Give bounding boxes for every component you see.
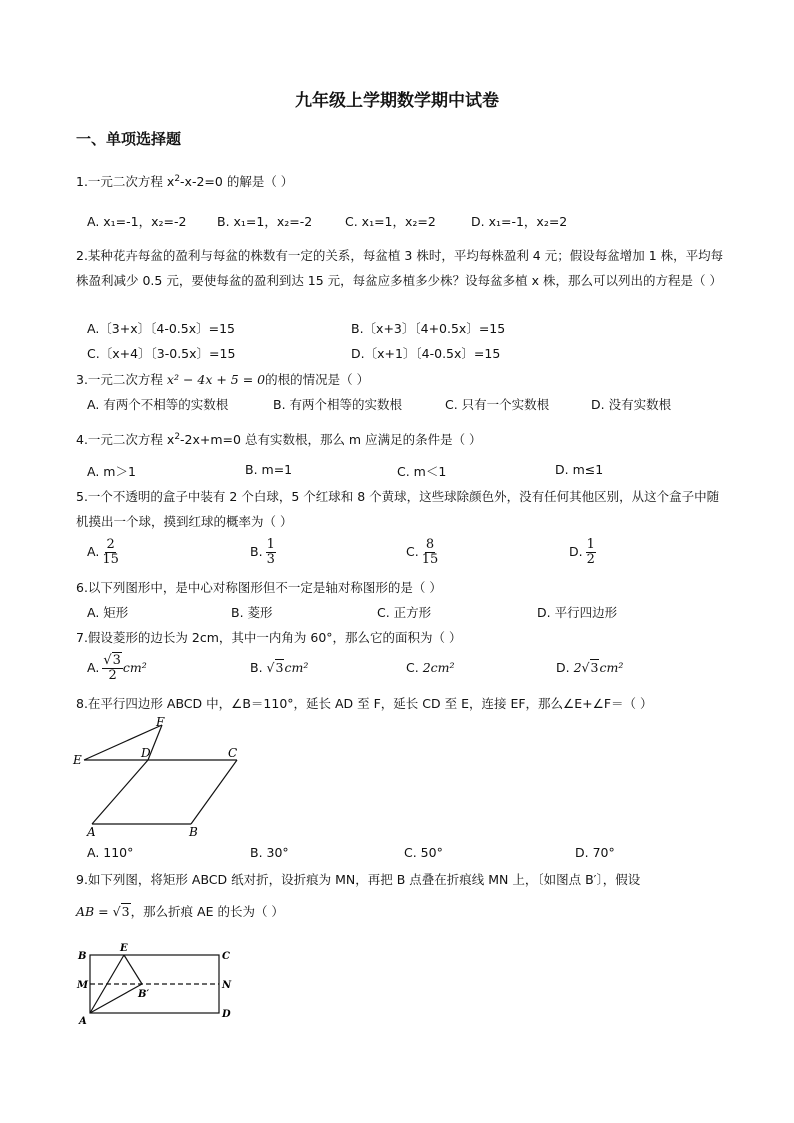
label-b: B	[78, 951, 87, 962]
question-2: 2.某种花卉每盆的盈利与每盆的株数有一定的关系，每盆植 3 株时，平均每株盈利 4 元；假设每盆增加 1 株，平均每株盈利减少 0.5 元，要使每盆的盈利到达 15 元，每盆应多植多少株？设每盆多植 x 株，那么可以列出的方程是（ ）	[76, 248, 724, 288]
option-a[interactable]: A. 有两个不相等的实数根	[87, 397, 229, 412]
option-label: D.	[556, 660, 570, 675]
option-a[interactable]: A. 110°	[87, 845, 134, 860]
question-8: 8.在平行四边形 ABCD 中，∠B＝110°，延长 AD 至 F，延长 CD 至 E，连接 EF，那么∠E+∠F＝（ ）	[76, 696, 653, 711]
question-7-options	[87, 654, 727, 686]
denominator: 15	[102, 552, 119, 567]
radicand: 3	[112, 653, 121, 668]
numerator: 1	[586, 537, 595, 552]
question-2-options-row-1	[87, 319, 727, 341]
rectangle-fold-figure	[72, 940, 242, 1028]
side-ad	[92, 760, 148, 824]
square-root: √3	[266, 660, 284, 675]
question-1-exponent: 2	[174, 174, 181, 184]
question-9-stem-b: ，那么折痕 AE 的长为（ ）	[130, 904, 284, 919]
option-b[interactable]	[250, 660, 308, 675]
label-a: A	[87, 825, 96, 839]
question-6-options	[87, 603, 727, 625]
option-d[interactable]: D. 平行四边形	[537, 605, 618, 620]
fraction	[102, 538, 119, 567]
option-c[interactable]: C. 正方形	[377, 605, 432, 620]
label-f: F	[156, 715, 165, 729]
option-b[interactable]: B. 菱形	[231, 605, 273, 620]
question-1-stem-a: 1.一元二次方程 x	[76, 174, 175, 190]
question-5-options	[87, 538, 727, 570]
option-d[interactable]: D. 70°	[575, 845, 615, 860]
option-d[interactable]: D. x₁=-1，x₂=2	[471, 214, 568, 229]
option-label: B.	[250, 660, 263, 675]
option-c[interactable]	[406, 660, 455, 675]
option-label: C.	[406, 660, 419, 675]
unit: cm²	[284, 660, 309, 675]
question-3-stem-a: 3.一元二次方程	[76, 372, 167, 387]
label-n: N	[222, 980, 232, 991]
option-b[interactable]: B. 有两个相等的实数根	[273, 397, 403, 412]
segment-eb-prime	[124, 955, 142, 984]
question-7: 7.假设菱形的边长为 2cm，其中一内角为 60°，那么它的面积为（ ）	[76, 630, 462, 645]
fraction	[266, 538, 276, 567]
numerator: 1	[266, 537, 275, 552]
question-3	[76, 368, 726, 391]
label-c: C	[222, 951, 230, 962]
segment-ab-prime	[90, 984, 142, 1013]
unit: cm²	[122, 660, 147, 675]
option-d[interactable]: D. m≤1	[555, 462, 604, 477]
coefficient: 2	[422, 660, 431, 675]
question-6: 6.以下列图形中，是中心对称图形但不一定是轴对称图形的是（ ）	[76, 580, 442, 595]
square-root: √3	[581, 660, 599, 675]
radicand: 3	[590, 660, 599, 675]
label-e: E	[73, 753, 82, 767]
option-c[interactable]: C. 只有一个实数根	[445, 397, 550, 412]
label-d: D	[222, 1009, 231, 1020]
option-c[interactable]: C. m＜1	[397, 464, 447, 479]
question-9-line-2	[76, 900, 726, 923]
question-4	[76, 426, 726, 451]
option-d[interactable]	[556, 660, 623, 675]
question-4-exponent: 2	[174, 432, 181, 442]
option-b[interactable]: B. x₁=1，x₂=-2	[217, 214, 313, 229]
question-3-options	[87, 395, 727, 417]
radicand: 3	[121, 904, 130, 919]
square-root: √3	[112, 904, 130, 919]
unit: cm²	[430, 660, 455, 675]
option-a[interactable]: A. 矩形	[87, 605, 129, 620]
label-c: C	[228, 746, 238, 760]
option-label: C.	[406, 544, 419, 559]
question-9: 9.如下列图，将矩形 ABCD 纸对折，设折痕为 MN，再把 B 点叠在折痕线 MN 上，〔如图点 B′〕，假设	[76, 872, 641, 887]
option-a[interactable]	[87, 654, 147, 683]
numerator: √3	[103, 653, 121, 668]
option-d[interactable]: D. 没有实数根	[591, 397, 672, 412]
denominator: 15	[421, 552, 439, 567]
unit: cm²	[599, 660, 624, 675]
option-b[interactable]	[250, 538, 276, 567]
ab-expression: AB =	[76, 904, 113, 919]
question-4-options	[87, 462, 727, 484]
option-a[interactable]: A.〔3+x〕〔4-0.5x〕=15	[87, 321, 235, 336]
numerator: 2	[106, 537, 115, 552]
option-c[interactable]: C.〔x+4〕〔3-0.5x〕=15	[87, 346, 236, 361]
label-a: A	[79, 1016, 87, 1027]
option-label: D.	[569, 544, 583, 559]
question-3-stem-b: 的根的情况是（ ）	[265, 372, 370, 387]
option-b[interactable]: B.〔x+3〕〔4+0.5x〕=15	[351, 321, 506, 336]
option-label: B.	[250, 544, 263, 559]
denominator: 3	[266, 552, 275, 567]
fraction	[422, 538, 439, 567]
label-m: M	[77, 980, 89, 991]
question-4-stem-a: 4.一元二次方程 x	[76, 432, 175, 448]
question-1	[76, 168, 726, 193]
fraction	[102, 654, 123, 683]
option-b[interactable]: B. m=1	[245, 462, 293, 477]
denominator: 2	[108, 668, 117, 683]
question-1-stem-b: -x-2=0 的解是（ ）	[180, 174, 294, 190]
section-heading: 一、单项选择题	[76, 130, 182, 148]
question-8-options	[87, 845, 727, 867]
label-d: D	[141, 746, 151, 760]
option-d[interactable]: D.〔x+1〕〔4-0.5x〕=15	[351, 346, 501, 361]
parallelogram-figure	[70, 712, 260, 842]
coefficient: 2	[573, 660, 582, 675]
option-b[interactable]: B. 30°	[250, 845, 289, 860]
question-5: 5.一个不透明的盒子中装有 2 个白球，5 个红球和 8 个黄球，这些球除颜色外，没有任何其他区别，从这个盒子中随机摸出一个球，摸到红球的概率为（ ）	[76, 489, 720, 529]
option-c[interactable]: C. 50°	[404, 845, 443, 860]
fraction	[586, 538, 596, 567]
option-a[interactable]	[87, 538, 119, 567]
question-3-formula: x² − 4x + 5 = 0	[166, 372, 266, 387]
question-4-stem-b: -2x+m=0 总有实数根，那么 m 应满足的条件是（ ）	[180, 432, 482, 448]
option-a[interactable]: A. x₁=-1，x₂=-2	[87, 214, 187, 229]
label-e: E	[120, 943, 128, 954]
question-2-options-row-2	[87, 344, 727, 366]
denominator: 2	[586, 552, 595, 567]
numerator: 8	[425, 537, 435, 552]
radicand: 3	[275, 660, 284, 675]
option-d[interactable]	[569, 538, 596, 567]
option-label: A.	[87, 660, 100, 675]
option-c[interactable]	[406, 538, 438, 567]
exam-title: 九年级上学期数学期中试卷	[295, 91, 499, 111]
label-b: B	[189, 825, 198, 839]
option-label: A.	[87, 544, 100, 559]
label-b-prime: B′	[138, 989, 150, 1000]
question-1-options	[87, 212, 727, 234]
option-c[interactable]: C. x₁=1，x₂=2	[345, 214, 436, 229]
side-cb	[191, 760, 237, 824]
option-a[interactable]: A. m＞1	[87, 464, 136, 479]
